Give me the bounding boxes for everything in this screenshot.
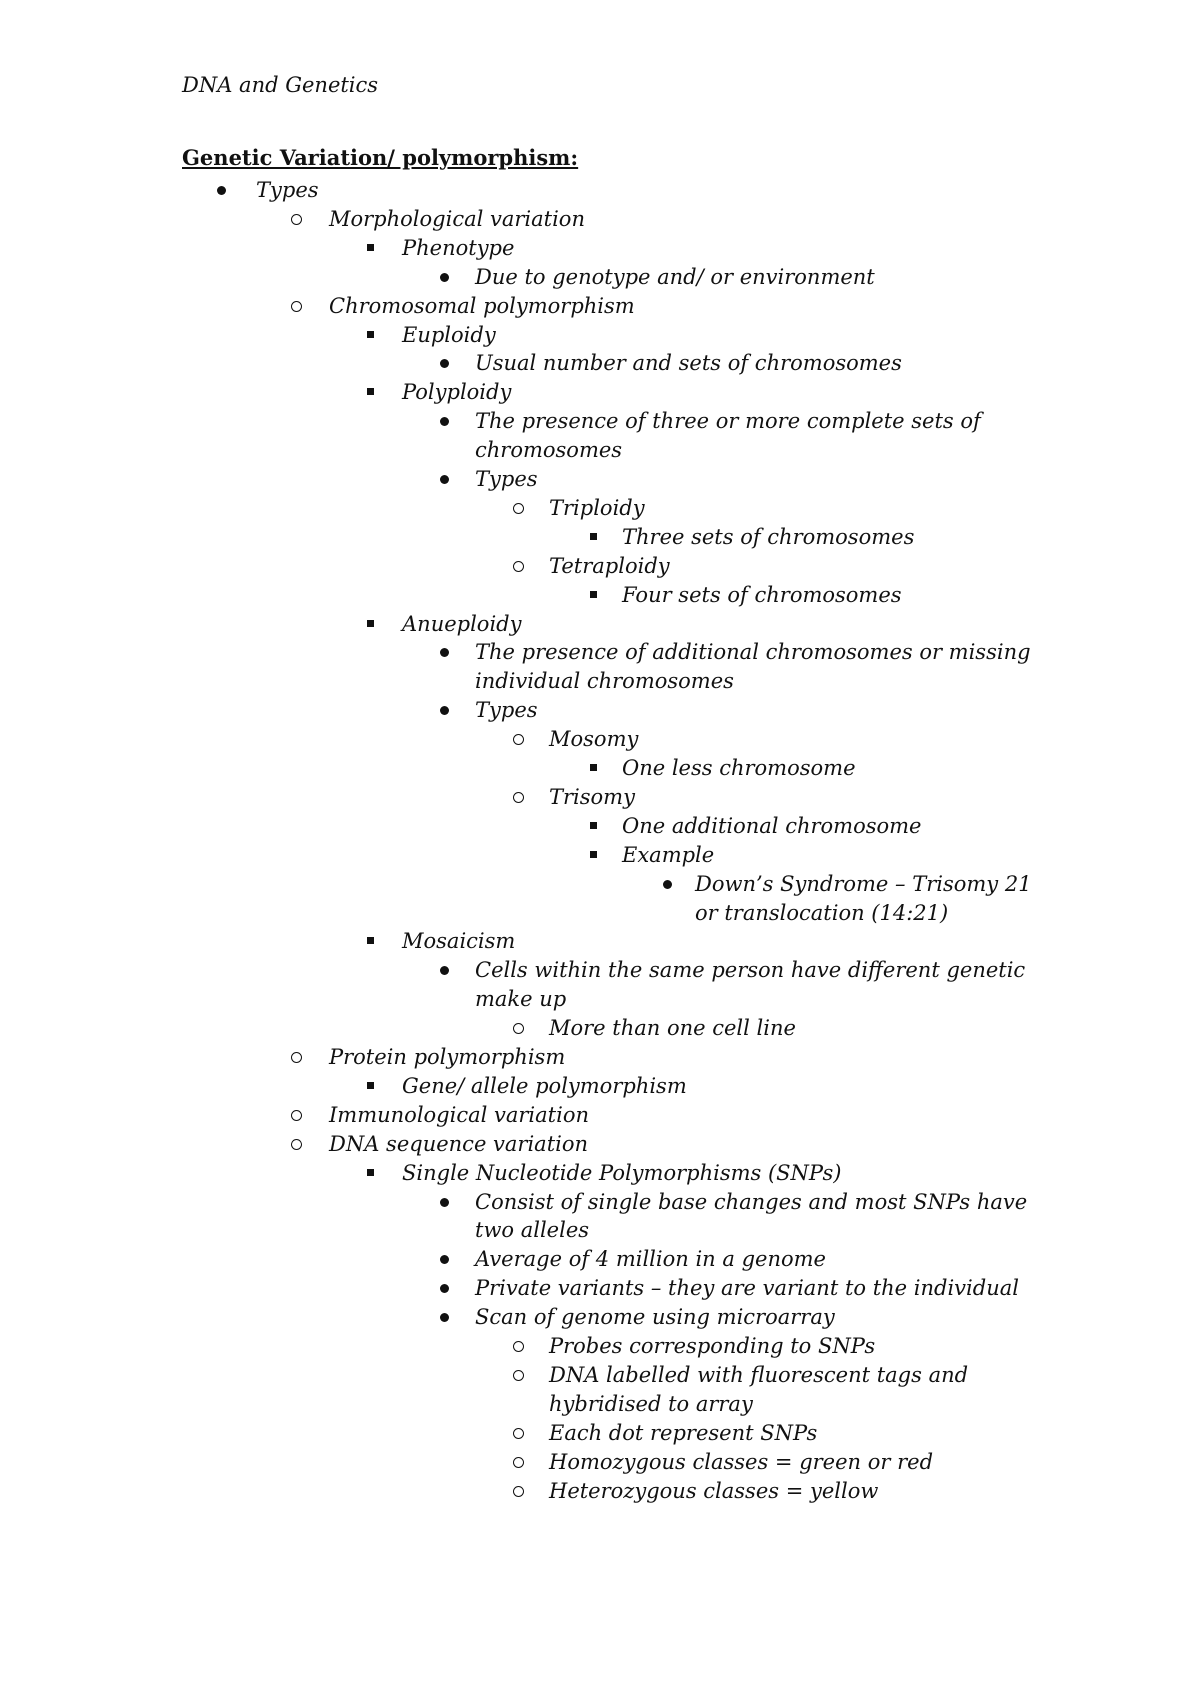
outline-item-text: Example [622, 842, 715, 867]
bullet-circle-icon [509, 1361, 529, 1389]
outline-item-text: One less chromosome [622, 756, 856, 780]
bullet-dot-icon [435, 696, 455, 724]
bullet-circle-icon [287, 205, 307, 233]
bullet-circle-icon [509, 1477, 529, 1505]
bullet-square-icon [584, 754, 604, 782]
bullet-square-icon [361, 610, 381, 638]
bullet-dot-icon [435, 1303, 455, 1331]
outline-item-text: More than one cell line [549, 1016, 796, 1041]
outline-item-text: Types [256, 178, 319, 202]
outline-item-text: Four sets of chromosomes [622, 582, 902, 607]
bullet-square-icon [361, 1072, 381, 1100]
outline-item-text: Tetraploidy [549, 553, 670, 578]
bullet-square-icon [361, 378, 381, 406]
outline-item-text: Probes corresponding to SNPs [549, 1334, 876, 1358]
outline-item-text: Cells within the same person have different genetic [475, 958, 1026, 983]
bullet-dot-icon [435, 956, 455, 984]
outline-item-text: individual chromosomes [475, 669, 734, 694]
bullet-square-icon [361, 321, 381, 349]
outline-item-text: Average of 4 million in a genome [475, 1247, 826, 1272]
outline-item-text: One additional chromosome [622, 813, 922, 838]
outline-item-text: Phenotype [402, 235, 515, 260]
outline-item-text: two alleles [475, 1218, 590, 1243]
outline-item-text: Single Nucleotide Polymorphisms (SNPs) [402, 1160, 842, 1185]
bullet-square-icon [584, 841, 604, 869]
bullet-dot-icon [435, 1245, 455, 1273]
outline-item-text: Mosaicism [402, 929, 516, 954]
bullet-circle-icon [509, 552, 529, 580]
outline-item-text: Polyploidy [402, 380, 512, 405]
bullet-dot-icon [435, 263, 455, 291]
bullet-square-icon [584, 812, 604, 840]
outline-item-text: Consist of single base changes and most SNPs have [475, 1189, 1028, 1214]
outline-item-text: The presence of additional chromosomes or missing [475, 640, 1031, 665]
page-header: DNA and Genetics [182, 73, 379, 97]
bullet-circle-icon [287, 1130, 307, 1158]
bullet-square-icon [361, 234, 381, 262]
bullet-circle-icon [287, 292, 307, 320]
bullet-dot-icon [435, 465, 455, 493]
bullet-dot-icon [435, 638, 455, 666]
outline-item-text: Gene/ allele polymorphism [402, 1073, 687, 1098]
outline-item-text: Euploidy [402, 322, 496, 347]
bullet-circle-icon [509, 1419, 529, 1447]
outline-item-text: Trisomy [549, 784, 635, 809]
outline-item-text: Each dot represent SNPs [549, 1420, 818, 1445]
outline-item-text: Scan of genome using microarray [475, 1305, 835, 1330]
bullet-circle-icon [509, 1332, 529, 1360]
bullet-circle-icon [287, 1101, 307, 1129]
bullet-dot-icon [435, 407, 455, 435]
bullet-circle-icon [509, 1014, 529, 1042]
outline-item-text: Heterozygous classes = yellow [549, 1478, 879, 1503]
outline-item-text: Protein polymorphism [329, 1045, 566, 1069]
outline-item-text: Immunological variation [329, 1102, 589, 1127]
bullet-dot-icon [435, 1188, 455, 1216]
bullet-square-icon [584, 581, 604, 609]
outline-item-text: Anueploidy [402, 611, 522, 636]
outline-item-text: Homozygous classes = green or red [549, 1449, 934, 1474]
outline-item-text: DNA labelled with fluorescent tags and [549, 1362, 969, 1387]
bullet-dot-icon [435, 349, 455, 377]
outline-item-text: Chromosomal polymorphism [329, 293, 635, 318]
outline-item-text: Usual number and sets of chromosomes [475, 351, 902, 376]
outline-item-text: make up [475, 987, 567, 1012]
outline-item-text: Types [475, 698, 538, 723]
outline-item-text: Mosomy [549, 727, 639, 752]
bullet-circle-icon [287, 1043, 307, 1071]
outline-item-text: DNA sequence variation [329, 1131, 589, 1156]
outline-item-text: hybridised to array [549, 1391, 753, 1416]
outline-item-text: The presence of three or more complete sets of [475, 409, 981, 434]
bullet-circle-icon [509, 783, 529, 811]
outline-item-text: Types [475, 467, 538, 491]
bullet-dot-icon [435, 1274, 455, 1302]
bullet-circle-icon [509, 1448, 529, 1476]
bullet-square-icon [584, 523, 604, 551]
outline-item-text: Three sets of chromosomes [622, 524, 915, 549]
bullet-square-icon [361, 927, 381, 955]
outline-item-text: Triploidy [549, 495, 645, 520]
outline-item-text: or translocation (14:21) [695, 900, 949, 925]
outline-item-text: chromosomes [475, 438, 623, 463]
bullet-circle-icon [509, 494, 529, 522]
bullet-dot-icon [212, 176, 232, 204]
bullet-circle-icon [509, 725, 529, 753]
bullet-dot-icon [658, 870, 678, 898]
section-heading: Genetic Variation/ polymorphism: [182, 145, 579, 170]
outline-item-text: Private variants – they are variant to the individual [475, 1276, 1019, 1301]
bullet-square-icon [361, 1159, 381, 1187]
outline-item-text: Morphological variation [329, 206, 585, 231]
outline-item-text: Down’s Syndrome – Trisomy 21 [695, 871, 1032, 896]
outline-item-text: Due to genotype and/ or environment [475, 264, 875, 289]
